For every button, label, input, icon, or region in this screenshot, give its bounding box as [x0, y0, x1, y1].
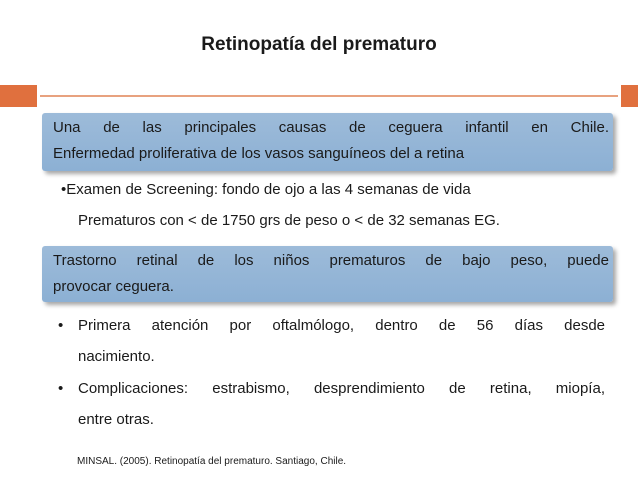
bullet-item-attention [58, 310, 605, 372]
callout-box-definition [42, 246, 613, 302]
bullet-marker: • [58, 380, 64, 397]
source-citation: MINSAL. (2005). Retinopatía del prematuro. Santiago, Chile. [77, 456, 347, 467]
accent-square-left [0, 85, 37, 107]
screening-line-2: Prematuros con < de 1750 grs de peso o < de 32 semanas EG. [78, 212, 500, 229]
bullet-attention-line-1: Primera atención por oftalmólogo, dentro de 56 días desde [78, 317, 605, 334]
slide-title: Retinopatía del prematuro [201, 34, 437, 55]
screening-line-1: •Examen de Screening: fondo de ojo a las 4 semanas de vida [61, 181, 471, 198]
bullet-complications-line-1: Complicaciones: estrabismo, desprendimiento de retina, miopía, [78, 380, 605, 397]
callout-causes-line-2: Enfermedad proliferativa de los vasos sanguíneos del a retina [53, 145, 465, 162]
callout-box-causes [42, 113, 613, 171]
bullet-marker: • [58, 317, 64, 334]
callout-definition-line-1: Trastorno retinal de los niños prematuros de bajo peso, puede [53, 252, 609, 269]
title-divider [40, 95, 618, 97]
callout-causes-line-1: Una de las principales causas de ceguera infantil en Chile. [53, 119, 609, 136]
bullet-item-complications [58, 373, 605, 435]
bullet-complications-line-2: entre otras. [78, 411, 154, 428]
callout-definition-line-2: provocar ceguera. [53, 278, 174, 295]
bullet-attention-line-2: nacimiento. [78, 348, 155, 365]
accent-square-right [621, 85, 638, 107]
